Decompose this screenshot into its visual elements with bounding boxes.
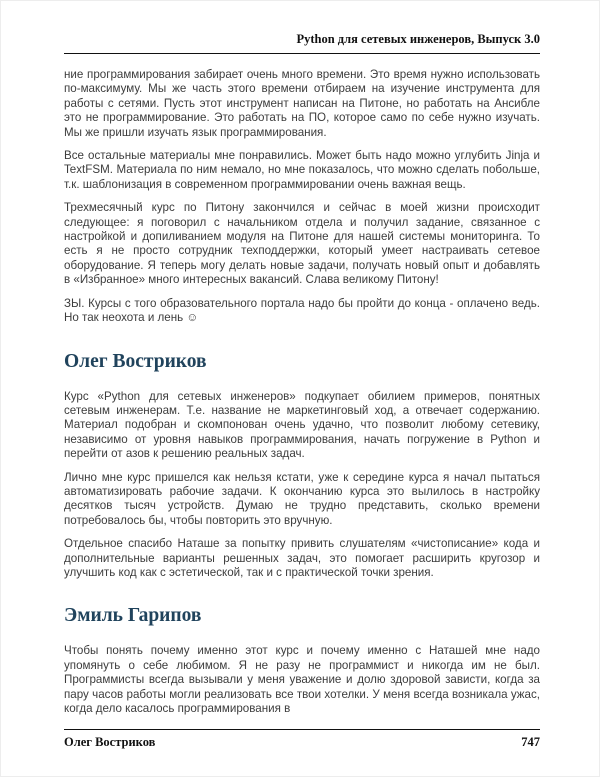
paragraph: ЗЫ. Курсы с того образовательного портала надо бы пройти до конца - оплачено ведь. Но так неохота и лень ☺ [64, 296, 540, 325]
page-header [64, 1, 540, 54]
page-content [64, 55, 540, 725]
paragraph: Чтобы понять почему именно этот курс и почему именно с Наташей мне надо упомянуть о себе любимом. Я не разу не программист и никогда им не был. Программисты всегда вызывали у меня уважение и долю здоровой зависти, когда за пару часов работы могли реализовать все твои хотелки. У меня всегда возникала ужас, когда дело касалось программирования в [64, 644, 540, 715]
paragraph-continuation: ние программирования забирает очень много времени. Это время нужно использовать по-максимуму. Мы же часть этого времени отбираем на изучение инструмента для работы с сетями. Пусть этот инструмент написан на Питоне, но работать на Ансибле это не программирование. Это работать на ПО, которое само по себе нужно изучать. Мы же пришли изучать язык программирования. [64, 68, 540, 139]
paragraph: Курс «Python для сетевых инженеров» подкупает обилием примеров, понятных сетевым инженерам. Т.е. название не маркетинговый ход, а отвечает содержанию. Материал подобран и скомпонован очень удачно, что позволит любому сетевику, независимо от уровня навыков программирования, начать погружение в Python и перейти от азов к решению реальных задач. [64, 389, 540, 461]
paragraph: Отдельное спасибо Наташе за попытку привить слушателям «чистописание» кода и дополнительные варианты решенных задач, это помогает расширить кругозор и улучшить код как с эстетической, так и с практической точки зрения. [64, 537, 540, 579]
page-footer [64, 729, 540, 750]
section-heading-oleg-vostrikov: Олег Востриков [64, 350, 207, 372]
footer-page-number: 747 [521, 735, 540, 749]
section-heading-emil-garipov: Эмиль Гарипов [64, 605, 202, 627]
paragraph: Все остальные материалы мне понравились. Может быть надо можно углубить Jinja и TextFSM. Материала по ним немало, но мне показалось, что можно сделать побольше, т.к. шаблонизация в современном программировании очень важная вещь. [64, 149, 540, 191]
header-title: Python для сетевых инженеров, Выпуск 3.0 [296, 32, 540, 46]
footer-section-title: Олег Востриков [64, 735, 156, 749]
paragraph: Лично мне курс пришелся как нельзя кстати, уже к середине курса я начал пытаться автоматизировать рабочие задачи. К окончанию курса это вылилось в настройку десятков тысяч устройств. Думаю не трудно представить, сколько времени потребовалось бы, чтобы повторить это вручную. [64, 470, 540, 527]
paragraph: Трехмесячный курс по Питону закончился и сейчас в моей жизни происходит следующее: я поговорил с начальником отдела и получил задание, связанное с настройкой и допиливанием модуля на Питоне для нашей системы мониторинга. То есть я не просто сотрудник техподдержки, который умеет настраивать сетевое оборудование. Я теперь могу делать новые задачи, получать новый опыт и добавлять в «Избранное» много интересных вакансий. Слава великому Питону! [64, 201, 540, 287]
